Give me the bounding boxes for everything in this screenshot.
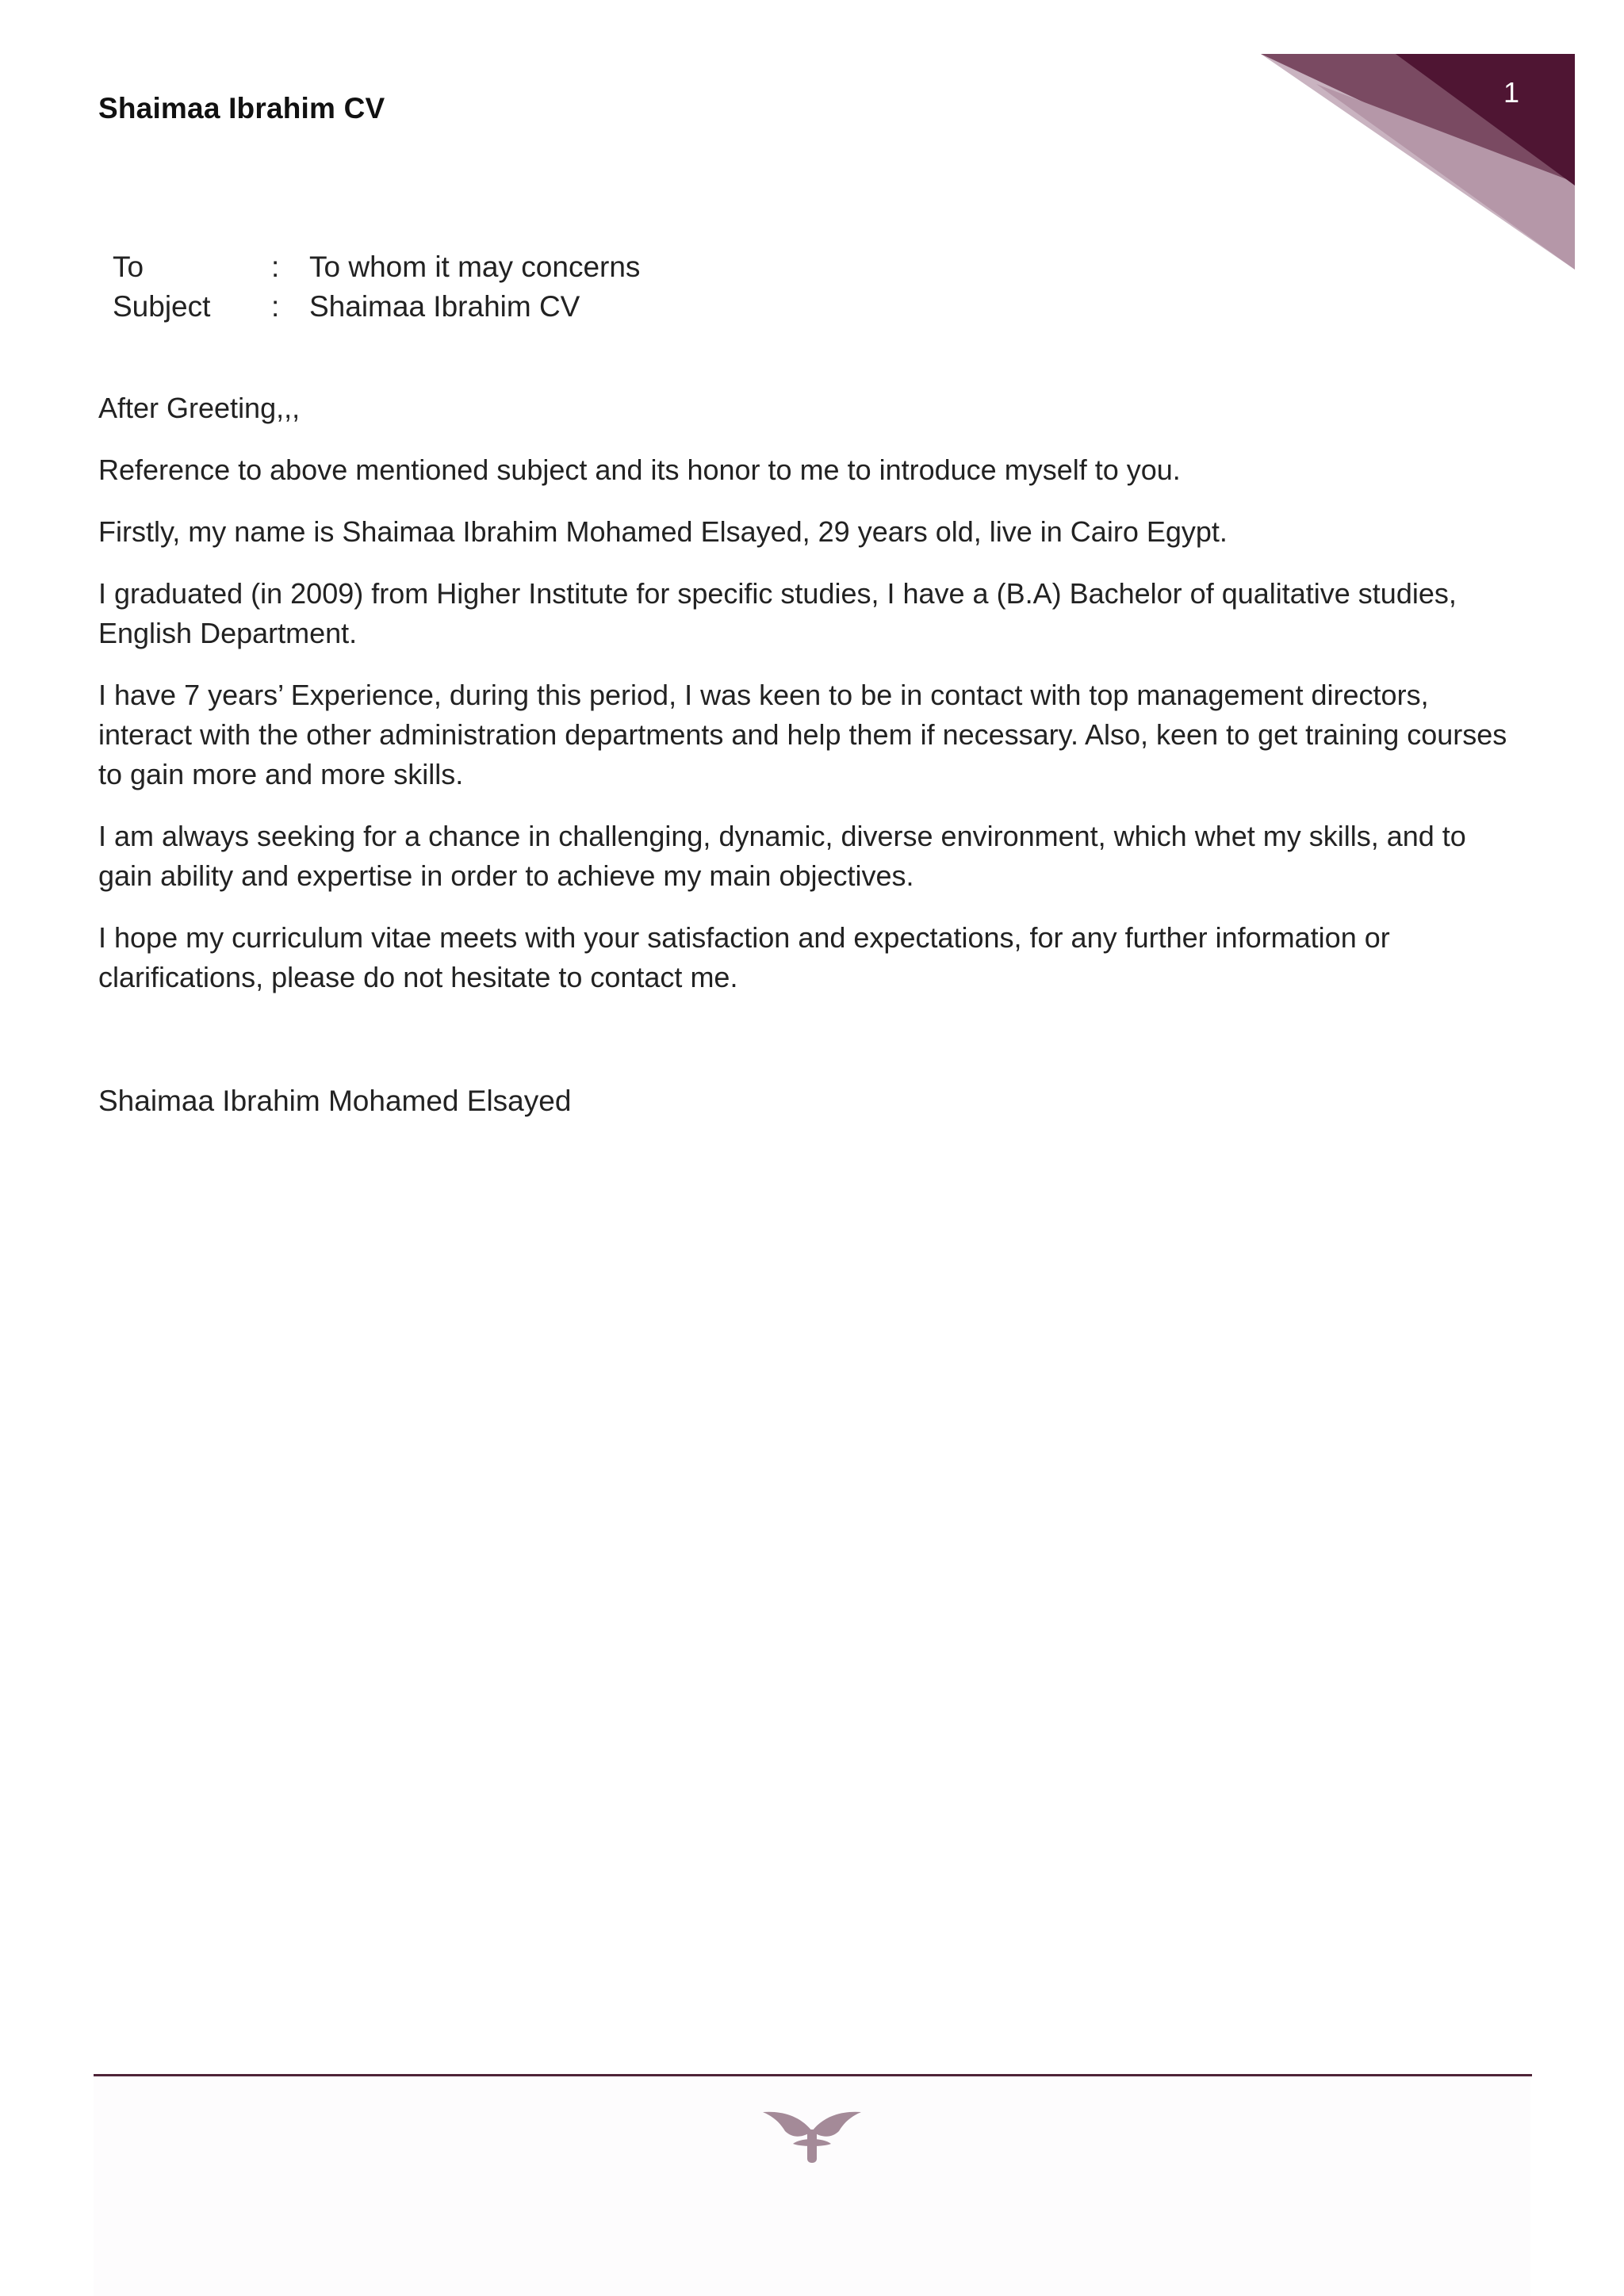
memo-label: To (113, 251, 144, 283)
signature: Shaimaa Ibrahim Mohamed Elsayed (98, 1085, 572, 1117)
letter-paragraph: I have 7 years’ Experience, during this period, I was keen to be in contact with top management directors, interact with the other administration departments and help them if necessary. Also, keen to get training courses to gain more and more skills. (98, 679, 1507, 790)
memo-block (113, 247, 640, 327)
memo-label: Subject (113, 290, 211, 323)
page-number: 1 (1503, 76, 1520, 109)
corner-triangle-decoration (1261, 54, 1575, 270)
logo-stem (807, 2130, 817, 2163)
memo-row-to (113, 247, 640, 287)
logo-right-petal (812, 2112, 861, 2137)
memo-colon: : (271, 290, 280, 323)
header-title: Shaimaa Ibrahim CV (98, 92, 385, 124)
memo-row-subject (113, 287, 640, 327)
logo-left-petal (763, 2112, 812, 2137)
letter-paragraph: I graduated (in 2009) from Higher Institute for specific studies, I have a (B.A) Bachelor of qualitative studies, English Department. (98, 577, 1457, 649)
letter-paragraph: Reference to above mentioned subject and its honor to me to introduce myself to you. (98, 453, 1181, 486)
letter-greeting: After Greeting,,, (98, 392, 301, 424)
memo-colon: : (271, 251, 280, 283)
letter-paragraph: I am always seeking for a chance in challenging, dynamic, diverse environment, which whet my skills, and to gain ability and expertise in order to achieve my main objectives. (98, 820, 1466, 892)
memo-value: Shaimaa Ibrahim CV (309, 290, 580, 323)
tulip-logo-icon (761, 2099, 863, 2164)
letter-body (98, 388, 1526, 1020)
footer-divider (94, 2074, 1532, 2076)
letter-paragraph: I hope my curriculum vitae meets with your satisfaction and expectations, for any further information or clarifications, please do not hesitate to contact me. (98, 921, 1390, 993)
letter-paragraph: Firstly, my name is Shaimaa Ibrahim Mohamed Elsayed, 29 years old, live in Cairo Egypt. (98, 515, 1228, 548)
memo-value: To whom it may concerns (309, 251, 641, 283)
